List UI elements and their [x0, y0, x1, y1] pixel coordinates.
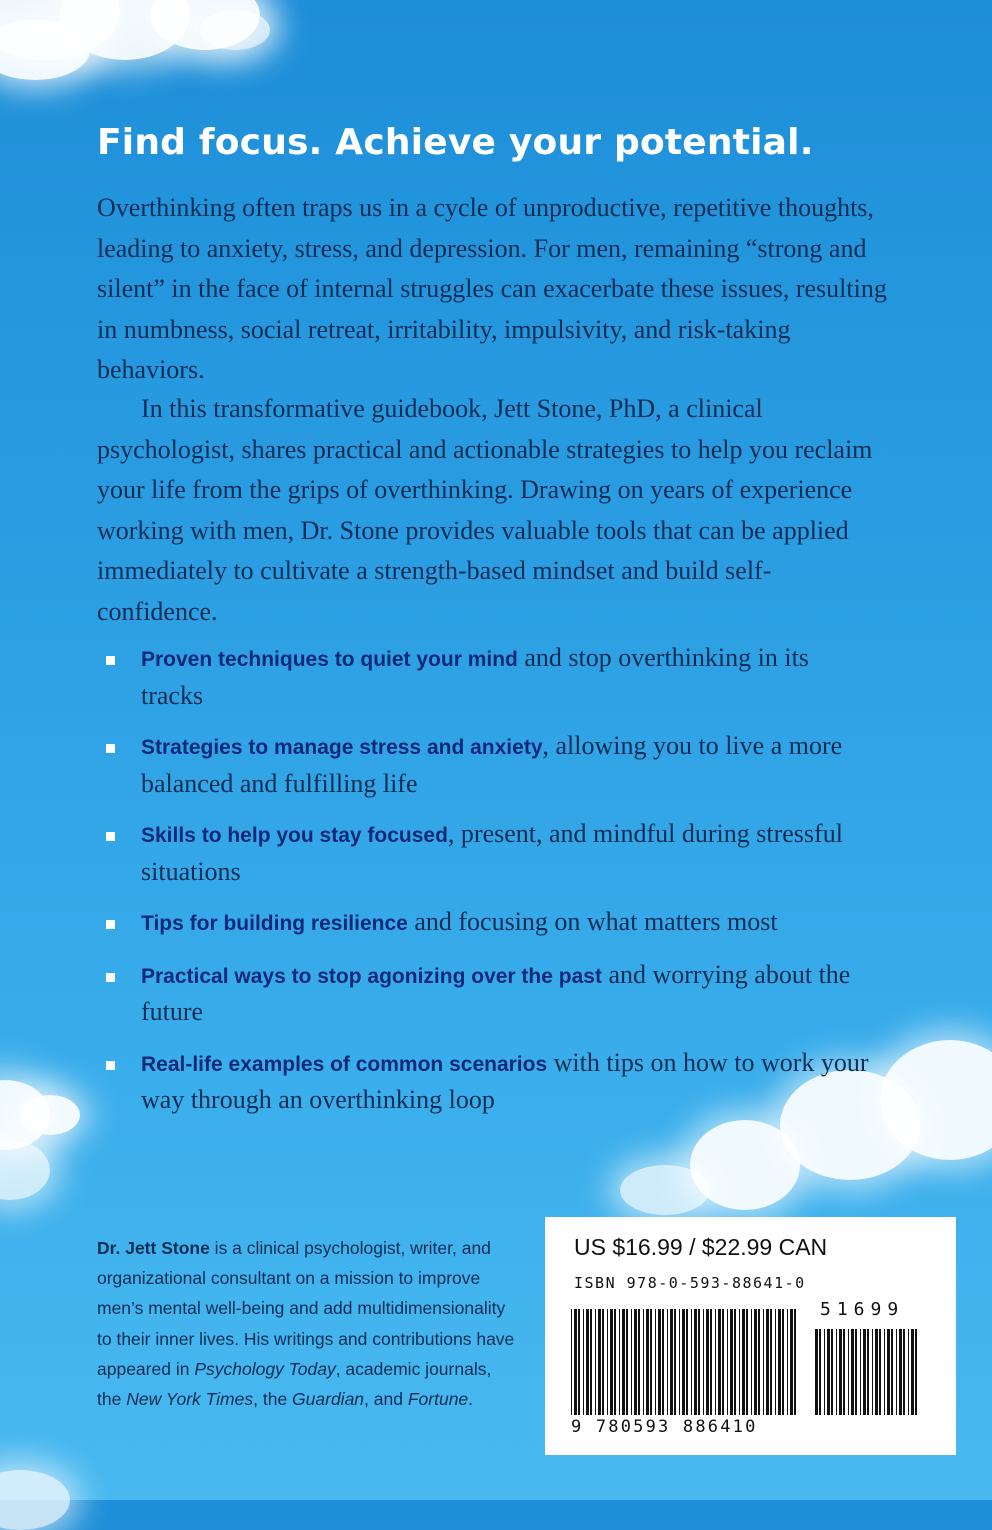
barcode-bar	[903, 1329, 905, 1415]
barcode-bar	[662, 1309, 664, 1415]
benefit-lead: Proven techniques to quiet your mind	[141, 648, 518, 671]
barcode-bar	[710, 1309, 712, 1415]
barcode-bar	[855, 1329, 857, 1415]
barcode-bar	[879, 1329, 881, 1415]
barcode-bar	[682, 1309, 685, 1415]
barcode-bar	[595, 1309, 596, 1415]
barcode-bar	[610, 1309, 613, 1415]
barcode-bar	[658, 1309, 661, 1415]
barcode-bar	[860, 1329, 861, 1415]
bullet-square-icon	[106, 832, 115, 841]
price-label: US $16.99 / $22.99 CAN	[574, 1234, 828, 1260]
barcode-bar	[887, 1329, 890, 1415]
barcode-bar	[718, 1309, 721, 1415]
benefit-item	[100, 904, 870, 942]
barcode-bar	[839, 1329, 842, 1415]
barcode-bar	[670, 1309, 673, 1415]
description-paragraph: In this transformative guidebook, Jett Stone, PhD, a clinical psychologist, shares practical and actionable strategies to help you reclaim your life from the grips of overthinking. Drawing on years of experience working with men, Dr. Stone provides valuable tools that can be applied immediately to cultivate a strength-based mindset and build self-confidence.	[97, 394, 873, 626]
benefit-lead: Real-life examples of common scenarios	[141, 1052, 548, 1076]
barcode-bar	[602, 1309, 604, 1415]
barcode-bar	[614, 1309, 616, 1415]
barcode-bar	[819, 1329, 821, 1415]
barcode-bar	[626, 1309, 628, 1415]
benefit-lead: Practical ways to stop agonizing over the past	[141, 964, 602, 988]
barcode-bar	[751, 1309, 752, 1415]
barcode-bar	[730, 1309, 733, 1415]
intro-paragraph: Overthinking often traps us in a cycle of unproductive, repetitive thoughts, leading to anxiety, stress, and depression. For men, remaining “strong and silent” in the face of internal struggles can exacerbate these issues, resulting in numbness, social retreat, irritability, impulsivity, and risk-taking behaviors.	[97, 193, 887, 384]
barcode-bar	[679, 1309, 680, 1415]
benefit-item	[100, 957, 870, 1030]
barcode-bar	[794, 1309, 796, 1415]
barcode-bar	[851, 1329, 854, 1415]
bullet-square-icon	[106, 973, 115, 982]
bullet-square-icon	[106, 656, 115, 665]
barcode-bar	[872, 1329, 873, 1415]
benefit-item	[100, 728, 870, 801]
barcode-bar	[698, 1309, 700, 1415]
barcode-bar	[746, 1309, 748, 1415]
author-name: Dr. Jett Stone	[97, 1238, 210, 1258]
barcode-bar	[787, 1309, 788, 1415]
barcode-bar	[754, 1309, 757, 1415]
barcode-bar	[727, 1309, 728, 1415]
barcode-bar	[911, 1329, 914, 1415]
barcode-bar	[843, 1329, 845, 1415]
publication-name: Guardian	[292, 1389, 365, 1410]
barcode-bar	[590, 1309, 592, 1415]
barcode-bar	[790, 1309, 793, 1415]
barcode-bar	[638, 1309, 640, 1415]
barcode-bar	[899, 1329, 902, 1415]
barcode-bar	[742, 1309, 745, 1415]
barcode-bar	[867, 1329, 869, 1415]
barcode-bar	[646, 1309, 649, 1415]
barcode-bar	[578, 1309, 580, 1415]
barcode-bar	[915, 1329, 917, 1415]
addon-barcode	[813, 1329, 923, 1419]
barcode-bar	[655, 1309, 656, 1415]
barcode-bar	[815, 1329, 818, 1415]
barcode-bar	[739, 1309, 740, 1415]
publication-name: New York Times	[126, 1389, 254, 1410]
bio-text: , and	[364, 1389, 408, 1410]
publication-name: Fortune	[407, 1389, 469, 1410]
barcode-bar	[650, 1309, 652, 1415]
bio-text: .	[468, 1389, 474, 1410]
barcode-bar	[824, 1329, 825, 1415]
publication-name: Psychology Today	[194, 1358, 336, 1379]
bullet-square-icon	[106, 920, 115, 929]
bio-text: , academic journals, the	[97, 1358, 492, 1410]
bio-text: , the	[253, 1389, 293, 1410]
benefit-lead: Strategies to manage stress and anxiety	[141, 736, 543, 759]
barcode-bar	[908, 1329, 909, 1415]
barcode-bar	[674, 1309, 676, 1415]
barcode-bar	[896, 1329, 897, 1415]
barcode-bar	[875, 1329, 878, 1415]
barcode-bar	[598, 1309, 601, 1415]
barcode-bar	[686, 1309, 688, 1415]
barcode-bar	[643, 1309, 644, 1415]
barcode-bar	[836, 1329, 837, 1415]
barcode-bar	[634, 1309, 637, 1415]
benefit-rest: , allowing you to live a more balanced and fulfilling life	[141, 731, 843, 798]
barcode-bar	[722, 1309, 724, 1415]
benefit-lead: Tips for building resilience	[141, 912, 408, 935]
barcode-bar	[571, 1309, 572, 1415]
barcode-bar	[622, 1309, 625, 1415]
barcode-bar	[782, 1309, 784, 1415]
author-bio	[97, 1233, 517, 1414]
barcode-bar	[763, 1309, 764, 1415]
ean-barcode	[569, 1309, 803, 1419]
barcode-bar	[770, 1309, 772, 1415]
barcode-bar	[734, 1309, 736, 1415]
barcode-bar	[583, 1309, 584, 1415]
bullet-square-icon	[106, 1061, 115, 1070]
barcode-bar	[831, 1329, 833, 1415]
barcode-bar	[863, 1329, 866, 1415]
barcode-bar	[884, 1329, 885, 1415]
barcode-bar	[775, 1309, 776, 1415]
barcode-bar	[766, 1309, 769, 1415]
barcode-bar	[586, 1309, 589, 1415]
benefit-rest: and worrying about the future	[141, 959, 851, 1026]
bullet-square-icon	[106, 744, 115, 753]
barcode-bar	[778, 1309, 781, 1415]
benefit-item	[100, 640, 870, 713]
barcode-bar	[631, 1309, 632, 1415]
bio-text: is a clinical psychologist, writer, and organizational consultant on a mission to improve men’s mental well-being and add multidimensionality to their inner lives. His writings and contributions have appeared in	[97, 1238, 515, 1379]
ean-digits: 9 780593 886410	[571, 1417, 758, 1437]
barcode-bar	[607, 1309, 608, 1415]
barcode-bar	[691, 1309, 692, 1415]
benefit-item	[100, 816, 870, 889]
benefit-rest: and stop overthinking in its tracks	[141, 643, 809, 710]
headline: Find focus. Achieve your potential.	[97, 122, 814, 163]
barcode-bar	[619, 1309, 620, 1415]
benefit-rest: , present, and mindful during stressful situations	[141, 819, 843, 886]
benefit-lead: Skills to help you stay focused	[141, 824, 448, 847]
barcode-bar	[667, 1309, 668, 1415]
barcode-bar	[703, 1309, 704, 1415]
barcode-bar	[715, 1309, 716, 1415]
benefit-list	[100, 640, 870, 1118]
addon-number: 51699	[820, 1299, 905, 1320]
barcode-bar	[891, 1329, 893, 1415]
benefit-item	[100, 1045, 870, 1118]
isbn-label: ISBN 978-0-593-88641-0	[574, 1274, 806, 1292]
benefit-rest: and focusing on what matters most	[407, 907, 778, 936]
barcode-bar	[574, 1309, 577, 1415]
barcode-bar	[827, 1329, 830, 1415]
benefit-rest: with tips on how to work your way through an overthinking loop	[141, 1047, 869, 1114]
barcode-bar	[758, 1309, 760, 1415]
barcode-panel	[545, 1217, 956, 1455]
barcode-bar	[694, 1309, 697, 1415]
barcode-bar	[848, 1329, 849, 1415]
barcode-bar	[706, 1309, 709, 1415]
